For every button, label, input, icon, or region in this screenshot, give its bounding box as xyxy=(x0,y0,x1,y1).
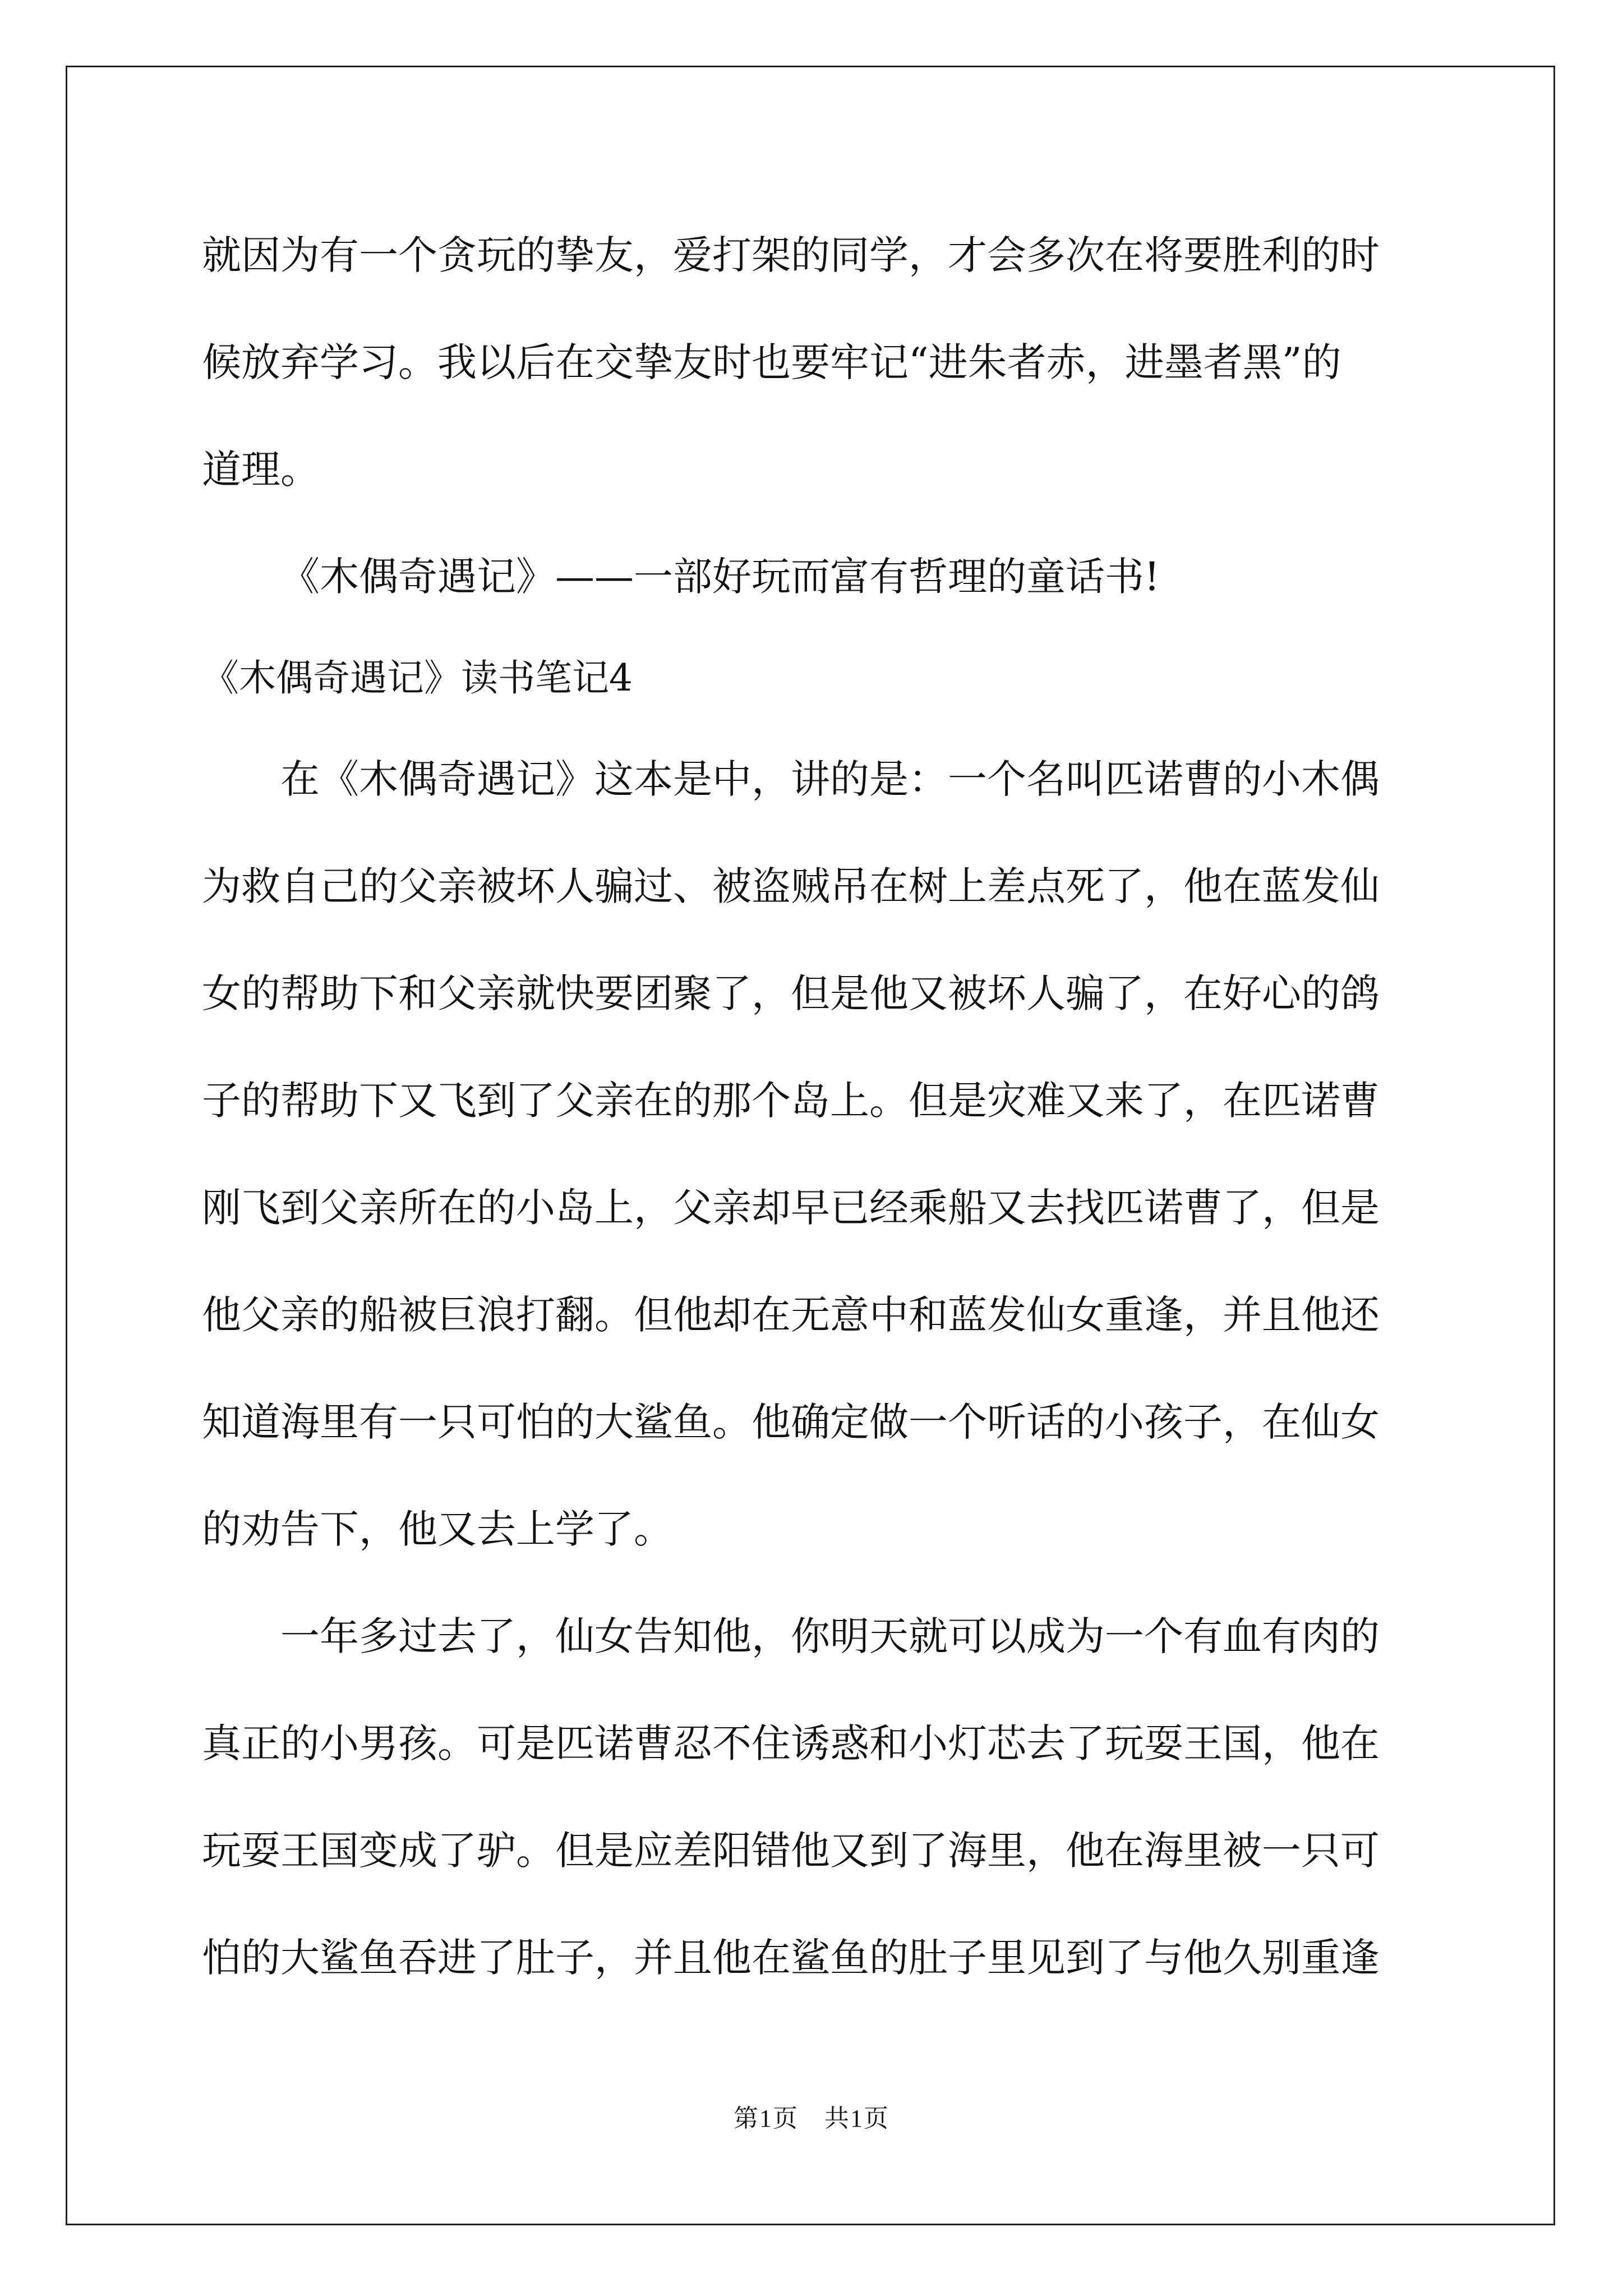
text-line: 真正的小男孩。可是匹诺曹忍不住诱惑和小灯芯去了玩耍王国，他在 xyxy=(202,1720,1380,1766)
text-line: 玩耍王国变成了驴。但是应差阳错他又到了海里，他在海里被一只可 xyxy=(202,1828,1380,1874)
text-line: 刚飞到父亲所在的小岛上，父亲却早已经乘船又去找匹诺曹了，但是 xyxy=(202,1185,1380,1231)
text-line: 的劝告下，他又去上学了。 xyxy=(202,1506,673,1552)
text-line: 子的帮助下又飞到了父亲在的那个岛上。但是灾难又来了，在匹诺曹 xyxy=(202,1078,1380,1124)
text-line: 女的帮助下和父亲就快要团聚了，但是他又被坏人骗了，在好心的鸽 xyxy=(202,970,1380,1016)
text-line: 知道海里有一只可怕的大鲨鱼。他确定做一个听话的小孩子，在仙女 xyxy=(202,1399,1380,1445)
section-heading: 《木偶奇遇记》读书笔记4 xyxy=(202,656,633,700)
text-line: 怕的大鲨鱼吞进了肚子，并且他在鲨鱼的肚子里见到了与他久别重逢 xyxy=(202,1935,1380,1981)
document-body xyxy=(202,202,1436,2012)
text-line: 道理。 xyxy=(202,447,320,493)
text-line: 为救自己的父亲被坏人骗过、被盗贼吊在树上差点死了，他在蓝发仙 xyxy=(202,863,1380,909)
paragraph xyxy=(202,1583,1436,2012)
text-line: 就因为有一个贪玩的挚友，爱打架的同学，才会多次在将要胜利的时 xyxy=(202,232,1380,278)
page-number: 第1页 共1页 xyxy=(734,2105,889,2132)
text-line: 一年多过去了，仙女告知他，你明天就可以成为一个有血有肉的 xyxy=(280,1613,1380,1659)
paragraph xyxy=(202,726,1436,1583)
text-line: 在《木偶奇遇记》这本是中，讲的是：一个名叫匹诺曹的小木偶 xyxy=(280,756,1380,802)
text-line: 候放弃学习。我以后在交挚友时也要牢记“进朱者赤，进墨者黑”的 xyxy=(202,339,1341,385)
text-line: 他父亲的船被巨浪打翻。但他却在无意中和蓝发仙女重逢，并且他还 xyxy=(202,1292,1380,1338)
text-line: 《木偶奇遇记》——一部好玩而富有哲理的童话书! xyxy=(280,554,1160,600)
